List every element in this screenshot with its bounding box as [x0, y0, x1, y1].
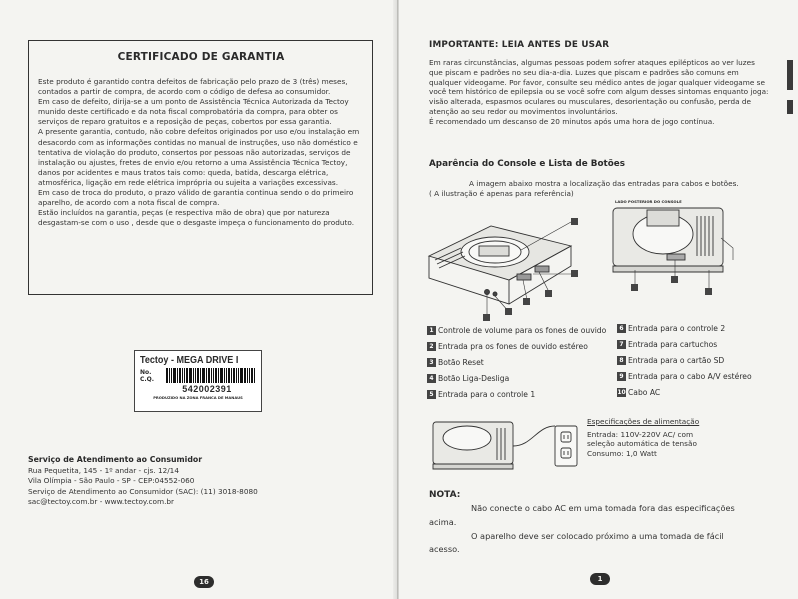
service-contact-line: sac@tectoy.com.br - www.tectoy.com.br [28, 496, 175, 506]
console-rear-diagram [605, 198, 737, 302]
legend-item: 3 Botão Reset [427, 354, 606, 370]
legend-item: 5 Entrada para o controle 1 [427, 386, 606, 402]
warning-paragraph: É recomendado um descanso de 20 minutos após uma hora de jogo contínua. [429, 116, 715, 126]
power-spec-line: seleção automática de tensão [587, 439, 697, 449]
warning-paragraph: Em raras circunstâncias, algumas pessoas podem sofrer ataques epilépticos ao ver luzes que piscam e padrões no seu dia-a-dia. Luzes que piscam e padrões são comuns em qualquer videogame. Por favor, consulte seu médico antes de jogar qualquer videogame se você tem histórico de epilepsia ou se você sofre com algum desses sintomas enquanto joga: visão alterada, espasmos oculares ou musculares, desorientação ou confusão, perda de atenção ao seu redor ou movimentos involuntários. [429, 58, 769, 116]
service-address-line: Vila Olímpia - São Paulo - SP - CEP:04552-060 [28, 476, 195, 486]
section-title: Aparência do Console e Lista de Botões [429, 159, 625, 169]
page-number-right: 1 [590, 573, 610, 585]
warranty-paragraph: A presente garantia, contudo, não cobre defeitos originados por uso e/ou instalação em desacordo com as informações contidas no manual de instruções, uso não doméstico e tentativa de violação do produto, consertos por pessoas não autorizadas, serviços de instalação ou ajustes, fretes de envio e/ou retorno a uma Assistência Técnica Tectoy, danos por acidentes e maus tratos tais como: queda, batida, descarga elétrica, atmosférica, ligação em rede elétrica imprópria ou sujeita a variações excessivas. [38, 127, 360, 187]
note-line: Não conecte o cabo AC em uma tomada fora das especificações acima. [429, 503, 735, 527]
service-title: Serviço de Atendimento ao Consumidor [28, 455, 203, 464]
button-legend-left [427, 322, 606, 402]
note-title: NOTA: [429, 490, 461, 500]
rear-caption: LADO POSTERIOR DO CONSOLE [615, 199, 682, 204]
power-spec-line: Consumo: 1,0 Watt [587, 448, 657, 458]
important-title: IMPORTANTE: LEIA ANTES DE USAR [429, 40, 610, 50]
legend-item: 6 Entrada para o controle 2 [617, 320, 752, 336]
product-label [134, 350, 262, 412]
section-description: A imagem abaixo mostra a localização das entradas para cabos e botões. ( A ilustração é apenas para referência) [429, 179, 739, 198]
power-connection-diagram [427, 416, 595, 476]
right-page [399, 0, 798, 599]
edge-mark [787, 100, 793, 114]
legend-item: 10 Cabo AC [617, 387, 661, 397]
legend-item: 4 Botão Liga-Desliga [427, 370, 606, 386]
label-qc-number: No. C.Q. [140, 368, 155, 383]
edge-mark [787, 60, 793, 90]
legend-item: 7 Entrada para cartuchos [617, 336, 752, 352]
power-spec-title: Especificações de alimentação [587, 417, 700, 426]
button-legend-right [617, 320, 752, 400]
warranty-title: CERTIFICADO DE GARANTIA [117, 51, 285, 63]
warranty-paragraph: Estão incluídos na garantia, peças (e respectiva mão de obra) que por natureza desgastam-se com o uso , desde que o desgaste impeça o funcionamento do produto. [38, 208, 355, 228]
legend-item: 9 Entrada para o cabo A/V estéreo [617, 368, 752, 384]
legend-item: 2 Entrada pra os fones de ouvido estéreo [427, 338, 606, 354]
note-text [429, 502, 749, 557]
label-footer: PRODUZIDO NA ZONA FRANCA DE MANAUS [153, 396, 243, 400]
legend-item: 1 Controle de volume para os fones de ouvido [427, 322, 606, 338]
warranty-paragraph: Este produto é garantido contra defeitos de fabricação pelo prazo de 3 (três) meses, contados a partir de compra, de acordo com o código de defesa ao consumidor. [38, 77, 348, 97]
service-phone-line: Serviço de Atendimento ao Consumidor (SAC): (11) 3018-8080 [28, 486, 258, 496]
warranty-paragraph: Em caso de troca do produto, o prazo válido de garantia continua sendo o do primeiro aparelho, de acordo com a nota fiscal de compra. [38, 188, 354, 208]
service-address-line: Rua Pequetita, 145 - 1º andar - cjs. 12/14 [28, 466, 179, 475]
barcode-icon [166, 368, 256, 383]
legend-item: 8 Entrada para o cartão SD [617, 352, 752, 368]
console-front-diagram [421, 208, 597, 326]
left-page [0, 0, 398, 599]
page-number-left: 16 [194, 576, 214, 588]
warranty-text [38, 77, 364, 228]
consumer-service [28, 455, 373, 507]
epilepsy-warning [429, 58, 769, 127]
label-code: 542002391 [182, 384, 232, 394]
power-specifications [587, 417, 717, 458]
power-spec-line: Entrada: 110V-220V AC/ com [587, 429, 694, 439]
warranty-certificate [28, 40, 373, 295]
label-title: Tectoy - MEGA DRIVE I [140, 354, 239, 366]
warranty-paragraph: Em caso de defeito, dirija-se a um ponto de Assistência Técnica Autorizada da Tectoy munido deste certificado e da nota fiscal comprobatória da compra, para obter os serviços de reparo gratuitos e a reposição de peças, cobertos por essa garantia. [38, 97, 349, 127]
note-line: O aparelho deve ser colocado próximo a uma tomada de fácil acesso. [429, 530, 724, 555]
